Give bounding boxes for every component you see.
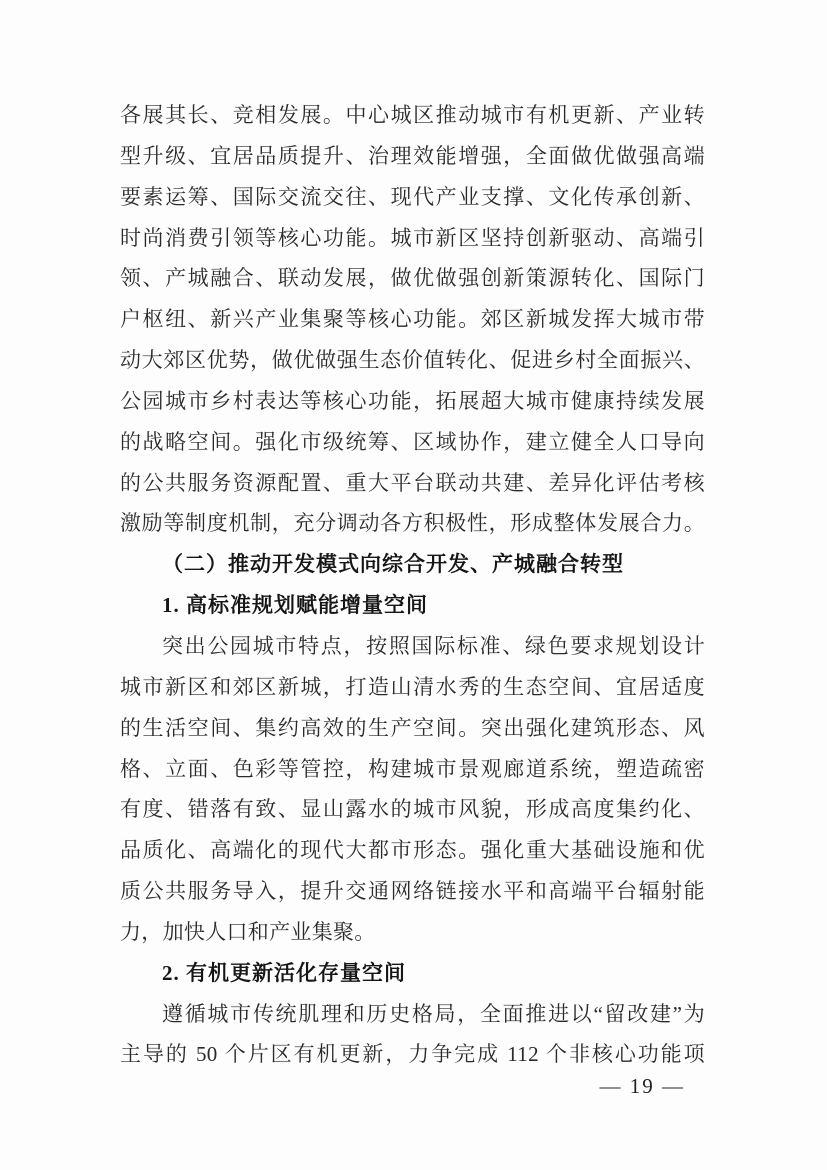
heading-line: （二）推动开发模式向综合开发、产城融合转型: [162, 552, 624, 577]
text-line: 品质化、高端化的现代大都市形态。强化重大基础设施和优: [120, 838, 705, 863]
text-line: 激励等制度机制，充分调动各方积极性，形成整体发展合力。: [120, 511, 705, 536]
page-number: — 19 —: [599, 1074, 685, 1098]
text-line: 时尚消费引领等核心功能。城市新区坚持创新驱动、高端引: [120, 225, 705, 250]
text-line: 的生活空间、集约高效的生产空间。突出强化建筑形态、风: [120, 715, 705, 740]
text-line: 公园城市乡村表达等核心功能，拓展超大城市健康持续发展: [120, 388, 705, 413]
heading-line: 1. 高标准规划赋能增量空间: [162, 593, 428, 618]
heading-line: 2. 有机更新活化存量空间: [162, 960, 406, 985]
text-line: 遵循城市传统肌理和历史格局，全面推进以“留改建”为: [162, 1001, 705, 1026]
text-line: 领、产城融合、联动发展，做优做强创新策源转化、国际门: [120, 266, 705, 291]
document-body: [120, 95, 705, 1075]
text-line: 各展其长、竞相发展。中心城区推动城市有机更新、产业转: [120, 103, 705, 127]
text-line: 动大郊区优势，做优做强生态价值转化、促进乡村全面振兴、: [120, 348, 705, 373]
text-line: 户枢纽、新兴产业集聚等核心功能。郊区新城发挥大城市带: [120, 307, 705, 332]
text-line: 的战略空间。强化市级统筹、区域协作，建立健全人口导向: [120, 429, 705, 454]
text-line: 力，加快人口和产业集聚。: [120, 919, 376, 944]
text-line: 型升级、宜居品质提升、治理效能增强，全面做优做强高端: [120, 143, 705, 168]
text-line: 要素运筹、国际交流交往、现代产业支撑、文化传承创新、: [120, 184, 705, 209]
text-line: 质公共服务导入，提升交通网络链接水平和高端平台辐射能: [120, 879, 705, 904]
text-line: 有度、错落有致、显山露水的城市风貌，形成高度集约化、: [120, 797, 705, 822]
text-line: 的公共服务资源配置、重大平台联动共建、差异化评估考核: [120, 470, 705, 495]
page-footer: [120, 1072, 705, 1100]
text-line: 突出公园城市特点，按照国际标准、绿色要求规划设计: [162, 633, 705, 658]
text-line: 主导的 50 个片区有机更新，力争完成 112 个非核心功能项: [120, 1042, 705, 1067]
text-line: 城市新区和郊区新城，打造山清水秀的生态空间、宜居适度: [120, 674, 705, 699]
text-line: 格、立面、色彩等管控，构建城市景观廊道系统，塑造疏密: [120, 756, 705, 781]
